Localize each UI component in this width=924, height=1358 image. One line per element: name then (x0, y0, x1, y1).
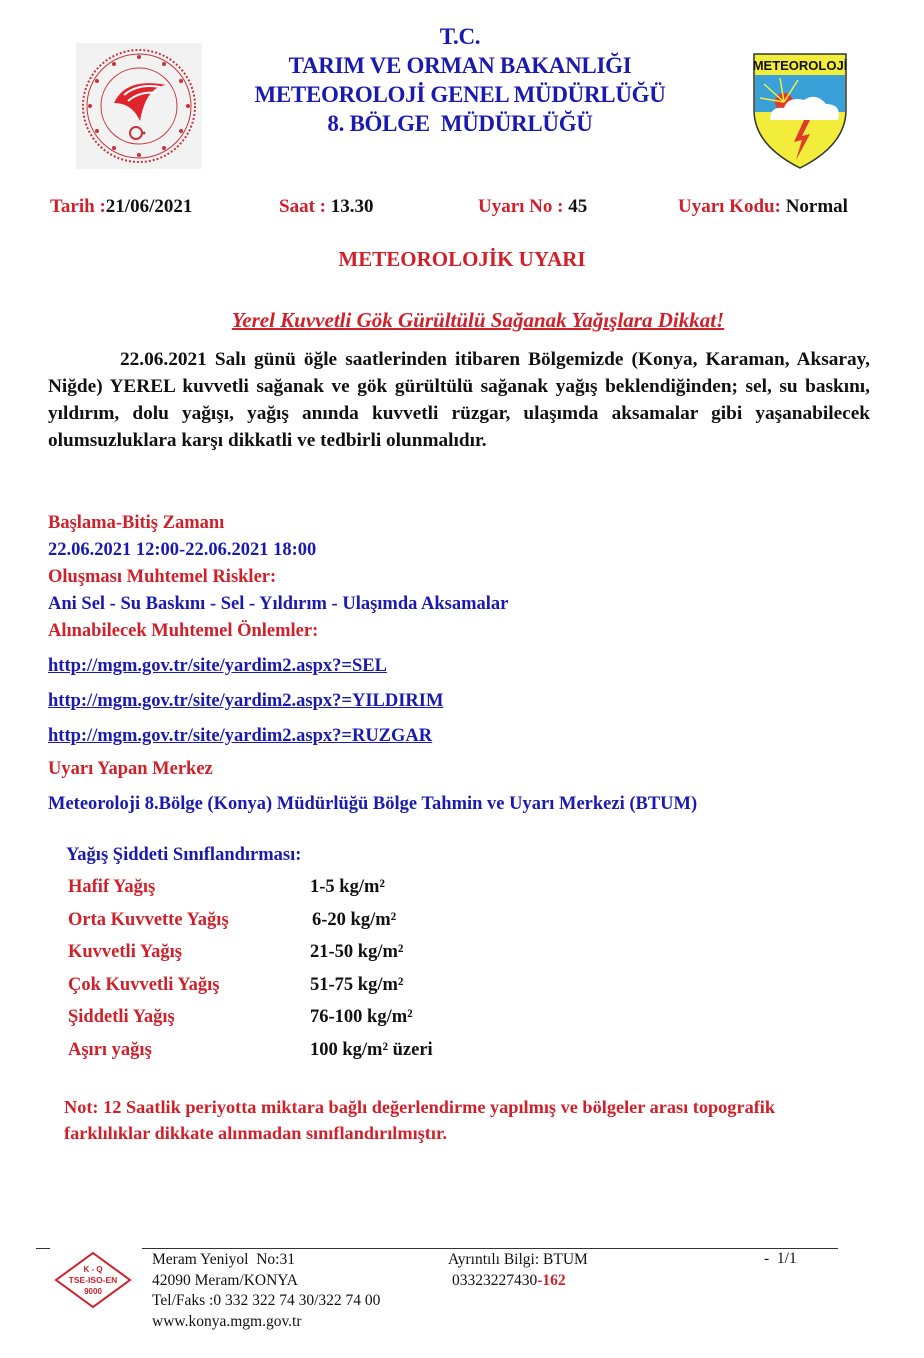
warning-no-label: Uyarı No : (478, 196, 569, 217)
classification-row (68, 905, 433, 938)
class-value: 51-75 kg/m² (310, 974, 404, 995)
warning-no-value: 45 (568, 196, 588, 217)
class-name: Kuvvetli Yağış (68, 942, 182, 962)
svg-text:TSE-ISO-EN: TSE-ISO-EN (68, 1275, 118, 1285)
footer-website[interactable]: www.konya.mgm.gov.tr (152, 1312, 302, 1330)
warning-details (48, 510, 868, 818)
classification-note: Not: 12 Saatlik periyotta miktara bağlı değerlendirme yapılmış ve bölgeler arası topografik farklılıklar dikkate alınmadan sınıflandırılmıştır. (64, 1097, 776, 1143)
time-field (279, 196, 373, 218)
warning-code-field (678, 196, 848, 218)
class-value: 21-50 kg/m² (310, 942, 404, 962)
header-line-tc: T.C. (439, 24, 481, 49)
date-label: Tarih : (50, 196, 106, 217)
class-value: 76-100 kg/m² (310, 1007, 413, 1027)
time-value: 13.30 (330, 196, 374, 217)
page-number: - 1/1 (764, 1250, 797, 1267)
ministry-seal-icon (76, 43, 202, 169)
tse-iso-certification-icon (52, 1250, 134, 1310)
center-value: Meteoroloji 8.Bölge (Konya) Müdürlüğü Bölge Tahmin ve Uyarı Merkezi (BTUM) (48, 794, 698, 814)
class-value: 100 kg/m² üzeri (310, 1039, 433, 1060)
link-yildirim[interactable]: http://mgm.gov.tr/site/yardim2.aspx?=YILDIRIM (48, 691, 444, 711)
header-line-directorate: METEOROLOJİ GENEL MÜDÜRLÜĞÜ (254, 82, 666, 107)
footer-divider (142, 1248, 838, 1249)
footer-info-ext: -162 (537, 1271, 566, 1289)
svg-text:K - Q: K - Q (83, 1265, 103, 1274)
footer-address-line1: Meram Yeniyol No:31 (152, 1251, 295, 1268)
warning-headline: Yerel Kuvvetli Gök Gürültülü Sağanak Yağışlara Dikkat! (231, 308, 725, 332)
class-name: Çok Kuvvetli Yağış (68, 974, 220, 995)
date-field (50, 196, 192, 218)
date-value: 21/06/2021 (105, 196, 193, 217)
class-value: 6-20 kg/m² (312, 909, 397, 930)
risks-label: Oluşması Muhtemel Riskler: (48, 567, 277, 587)
warning-no-field (478, 196, 587, 218)
link-ruzgar[interactable]: http://mgm.gov.tr/site/yardim2.aspx?=RUZGAR (48, 726, 433, 746)
warning-code-value: Normal (785, 196, 848, 217)
period-value: 22.06.2021 12:00-22.06.2021 18:00 (48, 540, 317, 560)
classification-row (68, 937, 433, 970)
classification-row (68, 872, 433, 905)
classification-table (68, 872, 433, 1067)
footer-info-block (448, 1250, 588, 1291)
header-line-ministry: TARIM VE ORMAN BAKANLIĞI (288, 53, 632, 78)
classification-row (68, 970, 433, 1003)
risks-value: Ani Sel - Su Baskını - Sel - Yıldırım - Ulaşımda Aksamalar (48, 594, 509, 614)
meteoroloji-shield-icon (750, 50, 850, 170)
svg-text:METEOROLOJİ: METEOROLOJİ (752, 58, 848, 73)
class-value: 1-5 kg/m² (310, 877, 385, 897)
link-sel[interactable]: http://mgm.gov.tr/site/yardim2.aspx?=SEL (48, 656, 387, 676)
footer-phone: Tel/Faks :0 332 322 74 30/322 74 00 (152, 1292, 381, 1309)
class-name: Orta Kuvvette Yağış (68, 909, 229, 930)
footer-address-block (152, 1250, 380, 1332)
footer-info-phone: 03323227430 (452, 1271, 538, 1289)
class-name: Şiddetli Yağış (68, 1007, 175, 1027)
header-line-region: 8. BÖLGE MÜDÜRLÜĞÜ (327, 111, 593, 136)
classification-title: Yağış Şiddeti Sınıflandırması: (66, 845, 302, 865)
footer-info-label: Ayrıntılı Bilgi: BTUM (448, 1251, 588, 1268)
footer-address-line2: 42090 Meram/KONYA (152, 1271, 298, 1289)
classification-row (68, 1002, 433, 1035)
svg-text:9000: 9000 (84, 1287, 102, 1296)
document-title: METEOROLOJİK UYARI (338, 247, 586, 271)
class-name: Hafif Yağış (68, 877, 156, 897)
warning-code-label: Uyarı Kodu: (678, 196, 786, 217)
period-label: Başlama-Bitiş Zamanı (48, 513, 225, 533)
warning-description: 22.06.2021 Salı günü öğle saatlerinden itibaren Bölgemizde (Konya, Karaman, Aksaray, Niğde) YEREL kuvvetli sağanak ve gök gürültülü sağanak yağış beklendiğinden; sel, su baskını, yıldırım, dolu yağışı, yağış anında kuvvetli rüzgar, ulaşımda aksamalar gibi yaşanabilecek olumsuzluklara karşı dikkatli ve tedbirli olunmalıdır. (48, 349, 870, 451)
header-title (200, 22, 720, 138)
center-label: Uyarı Yapan Merkez (48, 759, 213, 779)
measures-label: Alınabilecek Muhtemel Önlemler: (48, 621, 319, 641)
classification-row (68, 1035, 433, 1068)
class-name: Aşırı yağış (68, 1039, 152, 1060)
footer-divider-left (36, 1248, 50, 1249)
time-label: Saat : (279, 196, 331, 217)
